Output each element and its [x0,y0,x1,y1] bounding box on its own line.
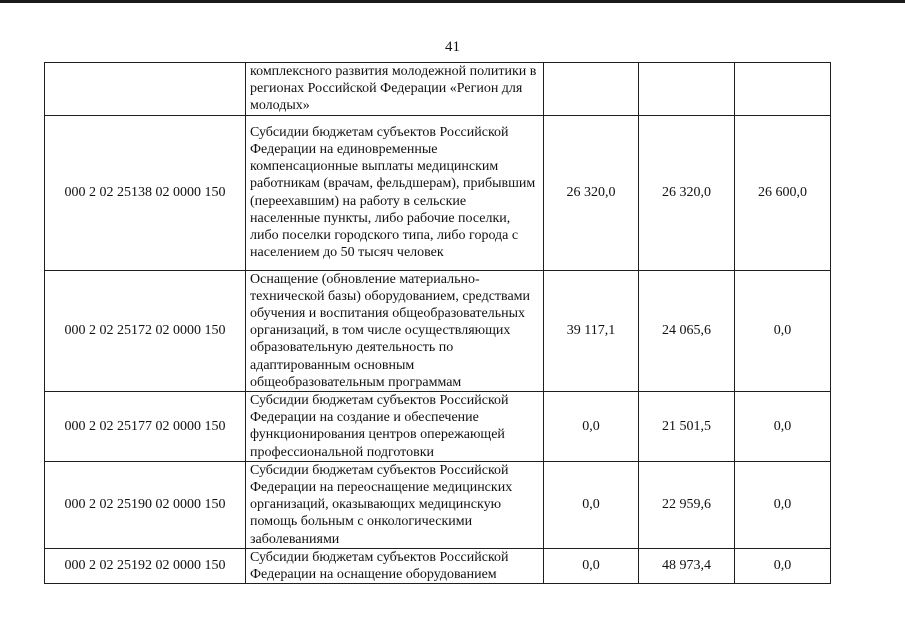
description-cell: Субсидии бюджетам субъектов Российской Федерации на переоснащение медицинских организаций, оказывающих медицинскую помощь больным с онкологическими заболеваниями [246,461,544,548]
value-3-cell: 0,0 [735,461,831,548]
budget-table [44,62,831,584]
value-2-cell: 22 959,6 [639,461,735,548]
value-2-cell [639,63,735,116]
budget-code-cell: 000 2 02 25192 02 0000 150 [45,548,246,583]
description-cell: комплексного развития молодежной политики в регионах Российской Федерации «Регион для молодых» [246,63,544,116]
budget-code-cell: 000 2 02 25172 02 0000 150 [45,270,246,391]
value-2-cell: 26 320,0 [639,115,735,270]
value-1-cell: 0,0 [544,392,639,462]
budget-code-cell [45,63,246,116]
description-cell: Оснащение (обновление материально-технической базы) оборудованием, средствами обучения и воспитания общеобразовательных организаций, в том числе осуществляющих образовательную деятельность по адаптированным основным общеобразовательным программам [246,270,544,391]
value-1-cell: 26 320,0 [544,115,639,270]
value-2-cell: 48 973,4 [639,548,735,583]
value-3-cell [735,63,831,116]
value-3-cell: 0,0 [735,270,831,391]
page-top-border [0,0,905,3]
value-3-cell: 26 600,0 [735,115,831,270]
description-cell: Субсидии бюджетам субъектов Российской Федерации на оснащение оборудованием [246,548,544,583]
description-cell: Субсидии бюджетам субъектов Российской Федерации на создание и обеспечение функционирования центров опережающей профессиональной подготовки [246,392,544,462]
value-1-cell: 39 117,1 [544,270,639,391]
table-row [45,115,831,270]
table-row [45,392,831,462]
budget-code-cell: 000 2 02 25138 02 0000 150 [45,115,246,270]
page-number: 41 [445,39,460,55]
value-2-cell: 24 065,6 [639,270,735,391]
value-3-cell: 0,0 [735,392,831,462]
value-2-cell: 21 501,5 [639,392,735,462]
budget-code-cell: 000 2 02 25190 02 0000 150 [45,461,246,548]
value-1-cell: 0,0 [544,461,639,548]
description-cell: Субсидии бюджетам субъектов Российской Федерации на единовременные компенсационные выплаты медицинским работникам (врачам, фельдшерам), прибывшим (переехавшим) на работу в сельские населенные пункты, либо рабочие поселки, либо поселки городского типа, либо города с населением до 50 тысяч человек [246,115,544,270]
table-row [45,63,831,116]
table-row [45,548,831,583]
table-row [45,270,831,391]
table-row [45,461,831,548]
value-1-cell [544,63,639,116]
budget-code-cell: 000 2 02 25177 02 0000 150 [45,392,246,462]
value-1-cell: 0,0 [544,548,639,583]
value-3-cell: 0,0 [735,548,831,583]
